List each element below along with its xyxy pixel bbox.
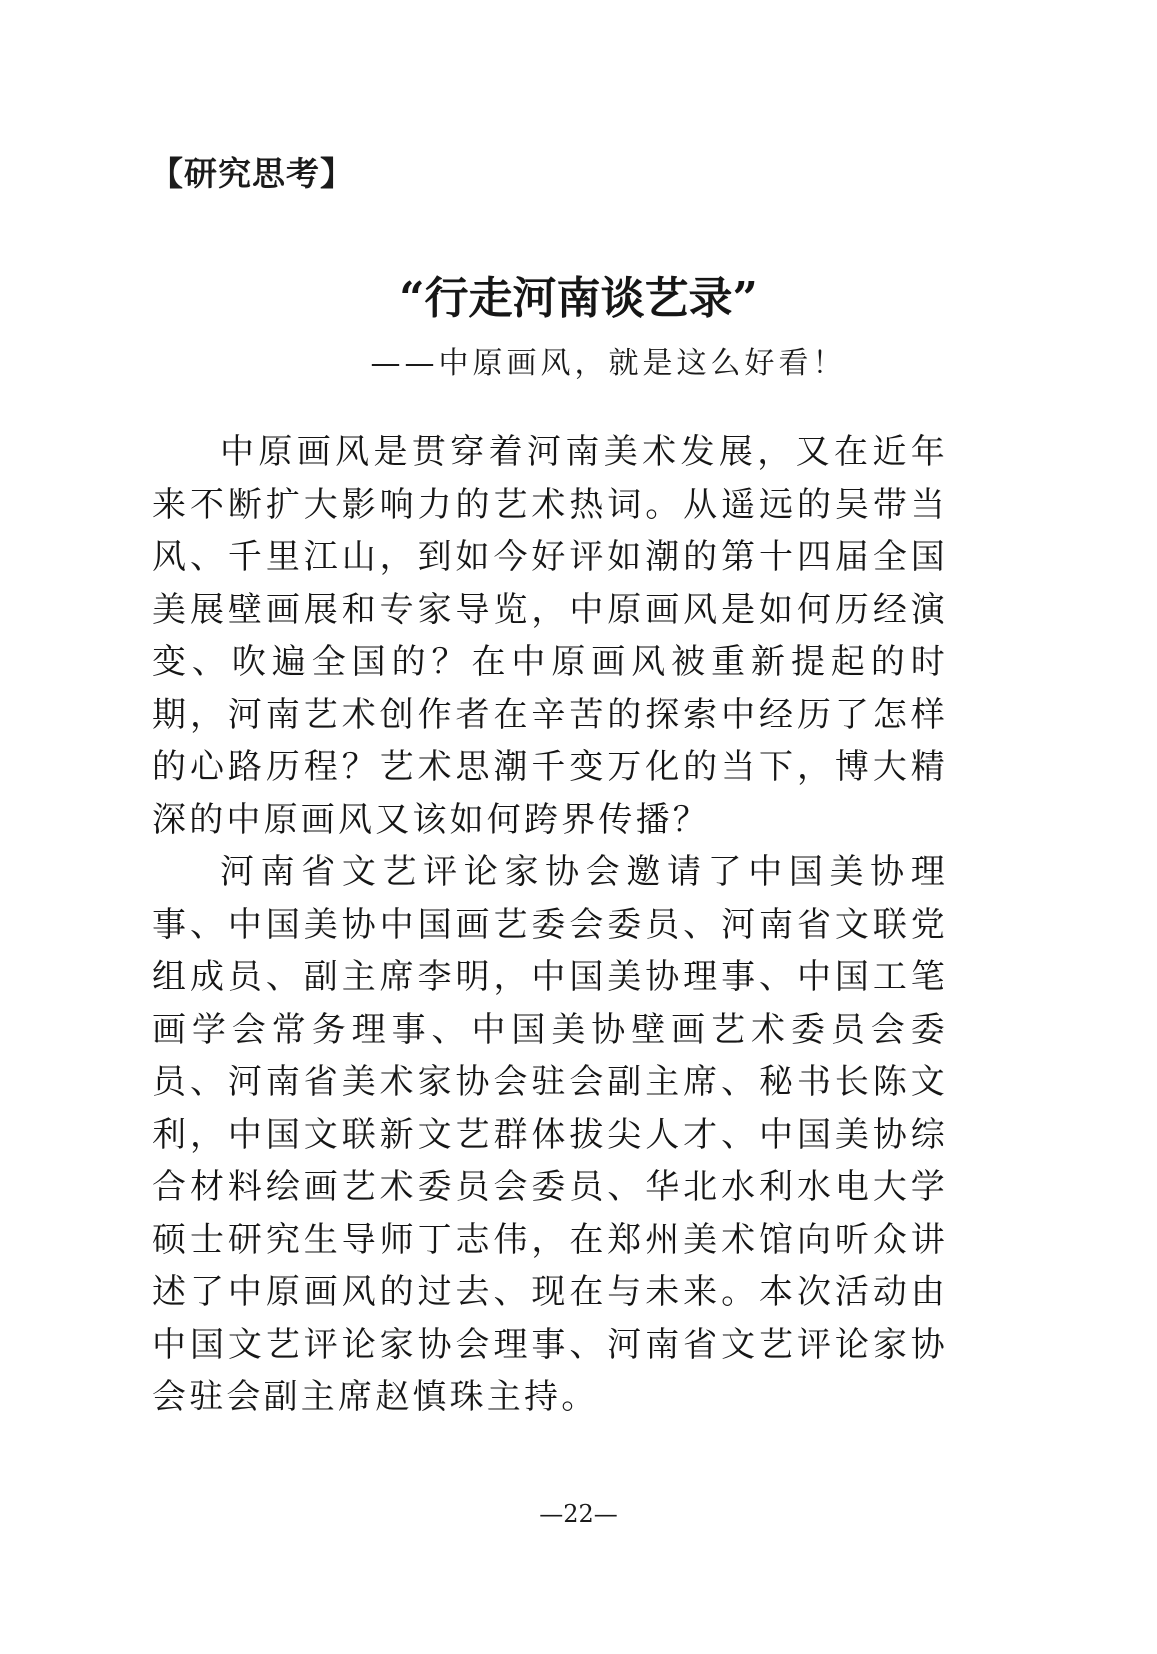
paragraph: 中原画风是贯穿着河南美术发展，又在近年来不断扩大影响力的艺术热词。从遥远的吴带当风、千里江山，到如今好评如潮的第十四届全国美展壁画展和专家导览，中原画风是如何历经演变、吹遍全国的？在中原画风被重新提起的时期，河南艺术创作者在辛苦的探索中经历了怎样的心路历程？艺术思潮千变万化的当下，博大精深的中原画风又该如何跨界传播？ xyxy=(152,432,948,840)
paragraph: 河南省文艺评论家协会邀请了中国美协理事、中国美协中国画艺委会委员、河南省文联党组成员、副主席李明，中国美协理事、中国工笔画学会常务理事、中国美协壁画艺术委员会委员、河南省美术家协会驻会副主席、秘书长陈文利，中国文联新文艺群体拔尖人才、中国美协综合材料绘画艺术委员会委员、华北水利水电大学硕士研究生导师丁志伟，在郑州美术馆向听众讲述了中原画风的过去、现在与未来。本次活动由中国文艺评论家协会理事、河南省文艺评论家协会驻会副主席赵慎珠主持。 xyxy=(152,852,948,1417)
article-body xyxy=(152,426,948,1424)
page-number: —22— xyxy=(539,1500,618,1528)
article-title: “行走河南谈艺录” xyxy=(399,273,758,324)
section-tag: 【研究思考】 xyxy=(150,154,354,193)
article-subtitle: ——中原画风，就是这么好看！ xyxy=(370,346,847,381)
